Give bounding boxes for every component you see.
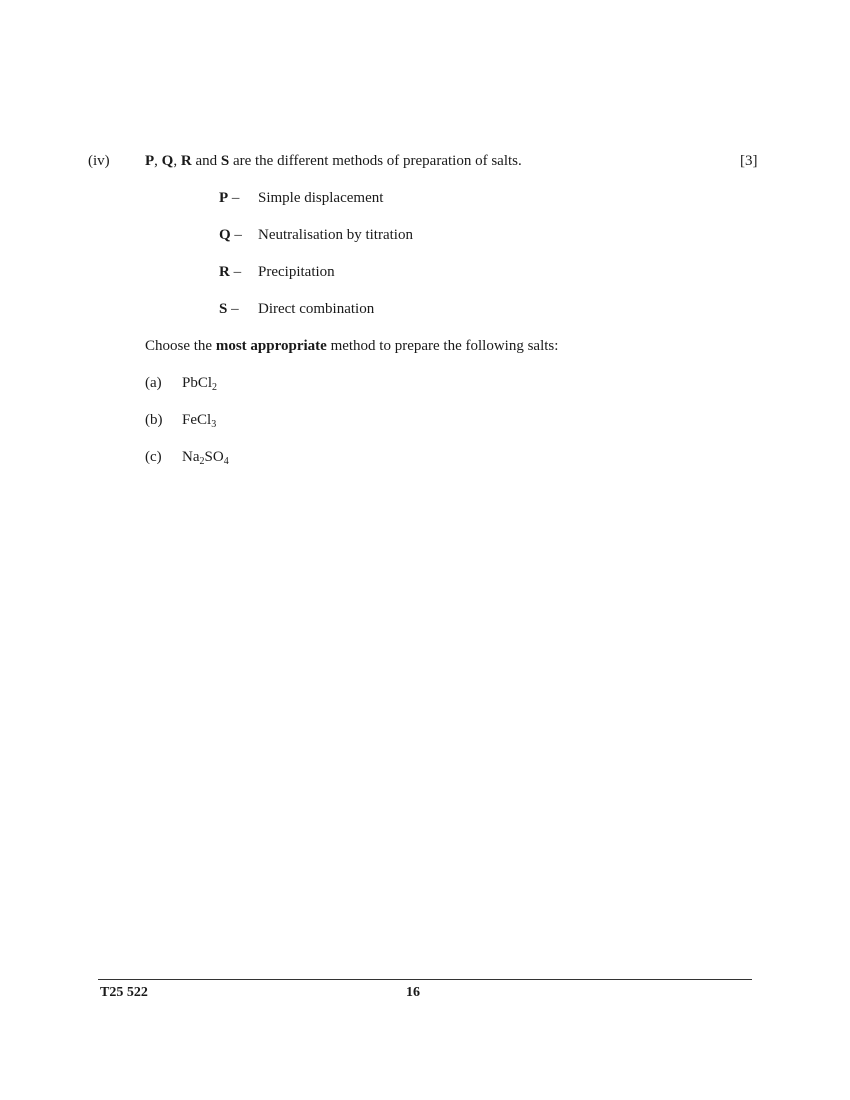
method-item <box>219 226 242 244</box>
intro-separator: , <box>173 153 181 169</box>
method-dash: – <box>231 301 239 317</box>
method-text: Neutralisation by titration <box>258 227 413 243</box>
intro-separator: , <box>154 153 162 169</box>
instruction-text: method to prepare the following salts: <box>326 338 559 354</box>
method-text: Simple displacement <box>258 190 384 206</box>
instruction <box>145 337 558 355</box>
method-p-ref: P <box>145 153 155 169</box>
paper-code: T25 522 <box>100 985 148 1000</box>
question-intro <box>145 152 522 170</box>
formula-part: PbCl <box>182 375 213 391</box>
formula-part: Na <box>182 449 200 465</box>
salt-label: (c) <box>145 449 162 465</box>
salt-label: (b) <box>145 412 163 428</box>
method-text: Direct combination <box>258 301 375 317</box>
method-item <box>219 263 241 281</box>
method-letter: P <box>219 190 229 206</box>
page-number: 16 <box>406 985 420 1000</box>
instruction-text: Choose the <box>145 338 216 354</box>
formula-subscript: 2 <box>199 456 205 467</box>
formula-subscript: 2 <box>212 382 218 393</box>
formula-subscript: 4 <box>223 456 229 467</box>
method-item <box>219 189 239 207</box>
footer-rule <box>98 979 752 980</box>
salt-label: (a) <box>145 375 162 391</box>
instruction-emphasis: most appropriate <box>215 338 327 354</box>
method-item <box>219 300 239 318</box>
question-marks: [3] <box>740 153 758 169</box>
intro-and: and <box>191 153 221 169</box>
method-dash: – <box>233 264 242 280</box>
method-dash: – <box>231 190 240 206</box>
formula-part: FeCl <box>182 412 212 428</box>
method-dash: – <box>234 227 242 243</box>
method-text: Precipitation <box>258 264 335 280</box>
question-number: (iv) <box>88 153 110 169</box>
method-letter: S <box>219 301 228 317</box>
salt-formula <box>182 374 217 392</box>
formula-part: SO <box>204 449 224 465</box>
method-q-ref: Q <box>161 153 174 169</box>
method-s-ref: S <box>220 153 230 169</box>
salt-formula <box>182 411 216 429</box>
salt-formula <box>182 448 229 466</box>
method-r-ref: R <box>180 153 192 169</box>
intro-text: are the different methods of preparation of salts. <box>229 153 522 169</box>
method-letter: Q <box>219 227 231 243</box>
formula-subscript: 3 <box>211 419 217 430</box>
method-letter: R <box>219 264 230 280</box>
